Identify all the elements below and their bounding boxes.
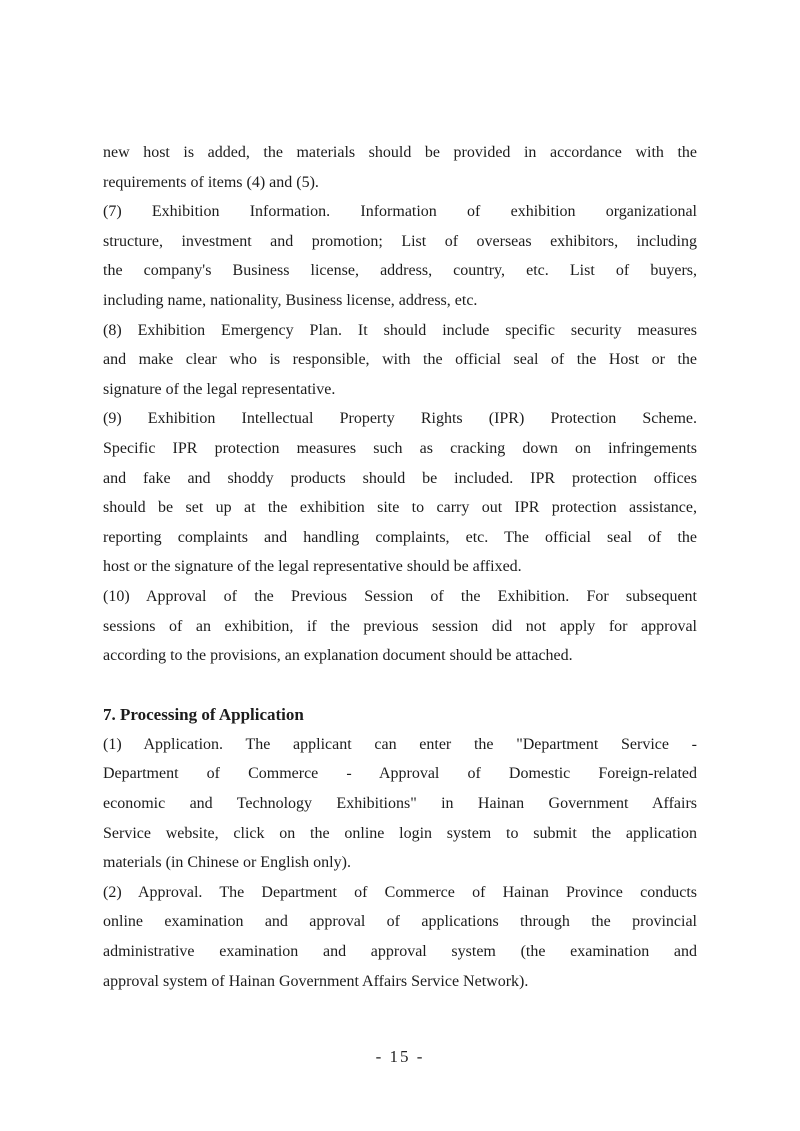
- paragraph: [103, 582, 697, 671]
- text-line: new host is added, the materials should be provided in accordance with the: [103, 144, 697, 161]
- text-line: (1) Application. The applicant can enter the "Department Service -: [103, 735, 697, 753]
- text-line: requirements of items (4) and (5).: [103, 173, 319, 191]
- text-line: (10) Approval of the Previous Session of the Exhibition. For subsequent: [103, 587, 697, 605]
- text-line: online examination and approval of applications through the provincial: [103, 913, 697, 931]
- text-line: the company's Business license, address, country, etc. List of buyers,: [103, 262, 697, 280]
- paragraph: [103, 730, 697, 878]
- text-line: (2) Approval. The Department of Commerce of Hainan Province conducts: [103, 883, 697, 901]
- document-body: [103, 138, 697, 996]
- paragraph: [103, 138, 697, 197]
- text-line: Department of Commerce - Approval of Domestic Foreign-related: [103, 765, 697, 783]
- text-line: should be set up at the exhibition site to carry out IPR protection assistance,: [103, 499, 697, 517]
- text-line: host or the signature of the legal representative should be affixed.: [103, 558, 522, 576]
- text-line: including name, nationality, Business license, address, etc.: [103, 291, 478, 309]
- text-line: signature of the legal representative.: [103, 380, 336, 398]
- text-line: Service website, click on the online login system to submit the application: [103, 824, 697, 842]
- paragraph: [103, 316, 697, 405]
- text-line: structure, investment and promotion; List of overseas exhibitors, including: [103, 232, 697, 250]
- paragraph: [103, 878, 697, 996]
- text-line: economic and Technology Exhibitions" in Hainan Government Affairs: [103, 795, 697, 813]
- text-line: according to the provisions, an explanation document should be attached.: [103, 647, 573, 665]
- text-line: and fake and shoddy products should be included. IPR protection offices: [103, 469, 697, 487]
- paragraph: [103, 404, 697, 582]
- page-number: - 15 -: [375, 1047, 425, 1066]
- text-line: reporting complaints and handling complaints, etc. The official seal of the: [103, 528, 697, 546]
- paragraph-spacer: [103, 671, 697, 701]
- text-line: and make clear who is responsible, with the official seal of the Host or the: [103, 351, 697, 369]
- text-line: administrative examination and approval system (the examination and: [103, 943, 697, 961]
- text-line: approval system of Hainan Government Affairs Service Network).: [103, 972, 529, 990]
- heading-text-line: 7. Processing of Application: [103, 705, 304, 725]
- paragraph: [103, 197, 697, 315]
- text-line: materials (in Chinese or English only).: [103, 854, 351, 872]
- section-heading: [103, 700, 697, 730]
- text-line: (9) Exhibition Intellectual Property Rights (IPR) Protection Scheme.: [103, 410, 697, 428]
- text-line: Specific IPR protection measures such as cracking down on infringements: [103, 439, 697, 457]
- text-line: (8) Exhibition Emergency Plan. It should include specific security measures: [103, 321, 697, 339]
- text-line: (7) Exhibition Information. Information of exhibition organizational: [103, 203, 697, 221]
- text-line: sessions of an exhibition, if the previous session did not apply for approval: [103, 617, 697, 635]
